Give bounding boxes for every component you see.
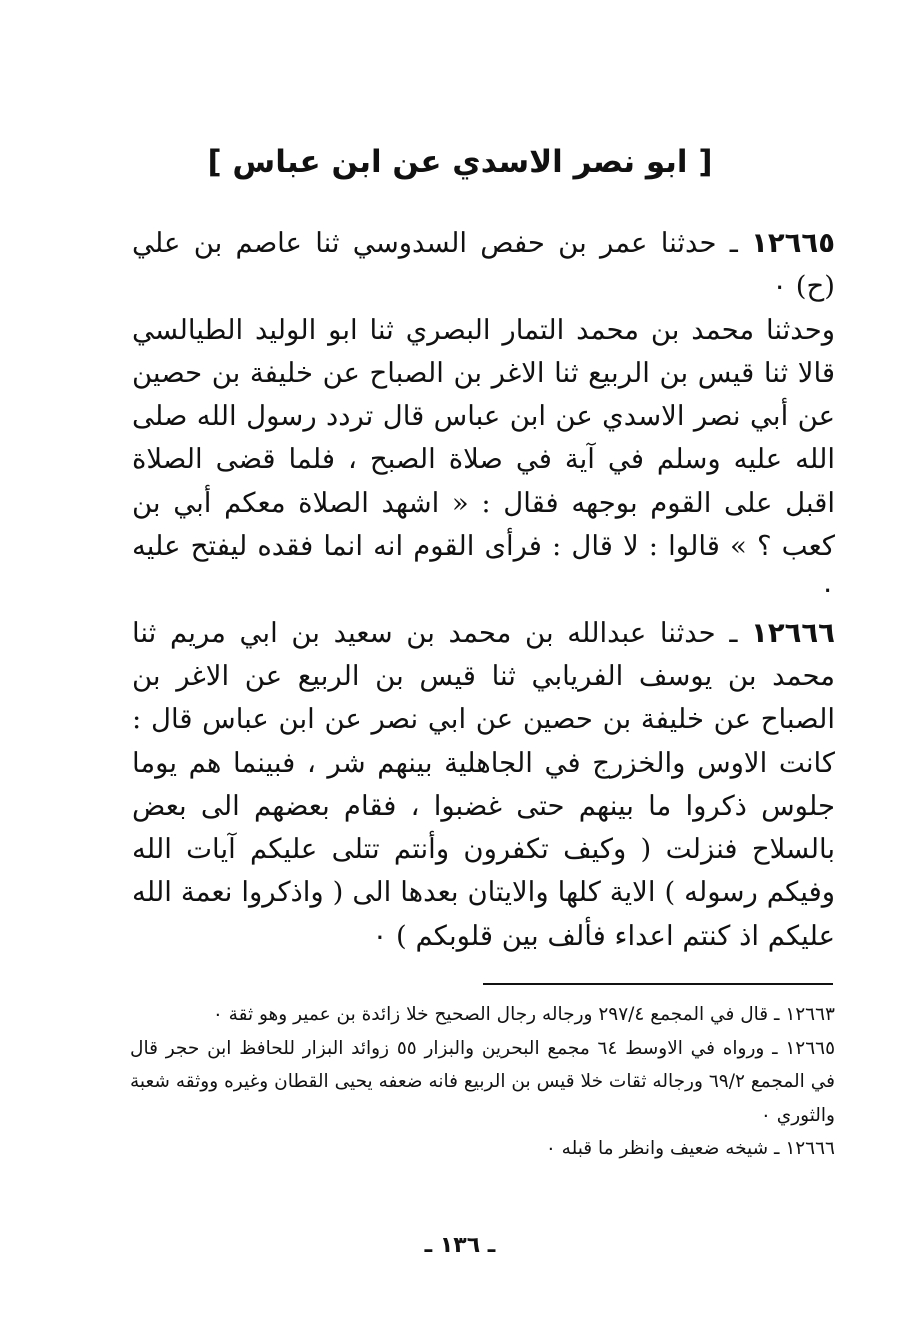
footnote-12663: ١٢٦٦٣ ـ قال في المجمع ٢٩٧/٤ ورجاله رجال الصحيح خلا زائدة بن عمير وهو ثقة ٠ (212, 1004, 835, 1025)
hadith-12666-text: ـ حدثنا عبدالله بن محمد بن سعيد بن ابي مريم ثنا محمد بن يوسف الفريابي ثنا قيس بن الربيع عن الاغر بن الصباح عن خليفة بن حصين عن ابي نصر عن ابن عباس قال : كانت الاوس والخزرج في الجاهلية بينهم شر ، فبينما هم يوما جلوس ذكروا ما بينهم حتى غضبوا ، فقام بعضهم الى بعض بالسلاح فنزلت ( وكيف تكفرون وأنتم تتلى عليكم آيات الله وفيكم رسوله ) الاية كلها والايتان بعدها الى ( واذكروا نعمة الله عليكم اذ كنتم اعداء فألف بين قلوبكم ) ٠ (132, 616, 835, 952)
footnotes (130, 998, 835, 1166)
hadith-number-12666: ١٢٦٦٦ (751, 616, 835, 649)
footnote-12665: ١٢٦٦٥ ـ ورواه في الاوسط ٦٤ مجمع البحرين والبزار ٥٥ زوائد البزار للحافظ ابن حجر قال في المجمع ٦٩/٢ ورجاله ثقات خلا قيس بن الربيع فانه ضعفه يحيى القطان وغيره ووثقه شعبة والثوري ٠ (130, 1037, 836, 1126)
footnote-12666: ١٢٦٦٦ ـ شيخه ضعيف وانظر ما قبله ٠ (545, 1138, 835, 1159)
hadith-12665-paragraph-1 (132, 222, 835, 309)
footnote-divider (483, 983, 833, 985)
hadith-number-12665: ١٢٦٦٥ (751, 227, 836, 259)
main-text (132, 222, 835, 958)
hadith-12666-paragraph (132, 612, 835, 958)
page-heading: [ ابو نصر الاسدي عن ابن عباس ] (207, 144, 713, 180)
hadith-12665-text-1: ـ حدثنا عمر بن حفص السدوسي ثنا عاصم بن علي (ح) ٠ (132, 227, 835, 303)
page-number: ـ ١٣٦ ـ (424, 1233, 496, 1258)
hadith-12665-paragraph-2: وحدثنا محمد بن محمد التمار البصري ثنا ابو الوليد الطيالسي قالا ثنا قيس بن الربيع ثنا الاغر بن الصباح عن خليفة بن حصين عن أبي نصر الاسدي عن ابن عباس قال تردد رسول الله صلى الله عليه وسلم في آية في صلاة الصبح ، فلما قضى الصلاة اقبل على القوم بوجهه فقال : « اشهد الصلاة معكم أبي بن كعب ؟ » قالوا : لا قال : فرأى القوم انه انما فقده ليفتح عليه ٠ (132, 313, 835, 606)
